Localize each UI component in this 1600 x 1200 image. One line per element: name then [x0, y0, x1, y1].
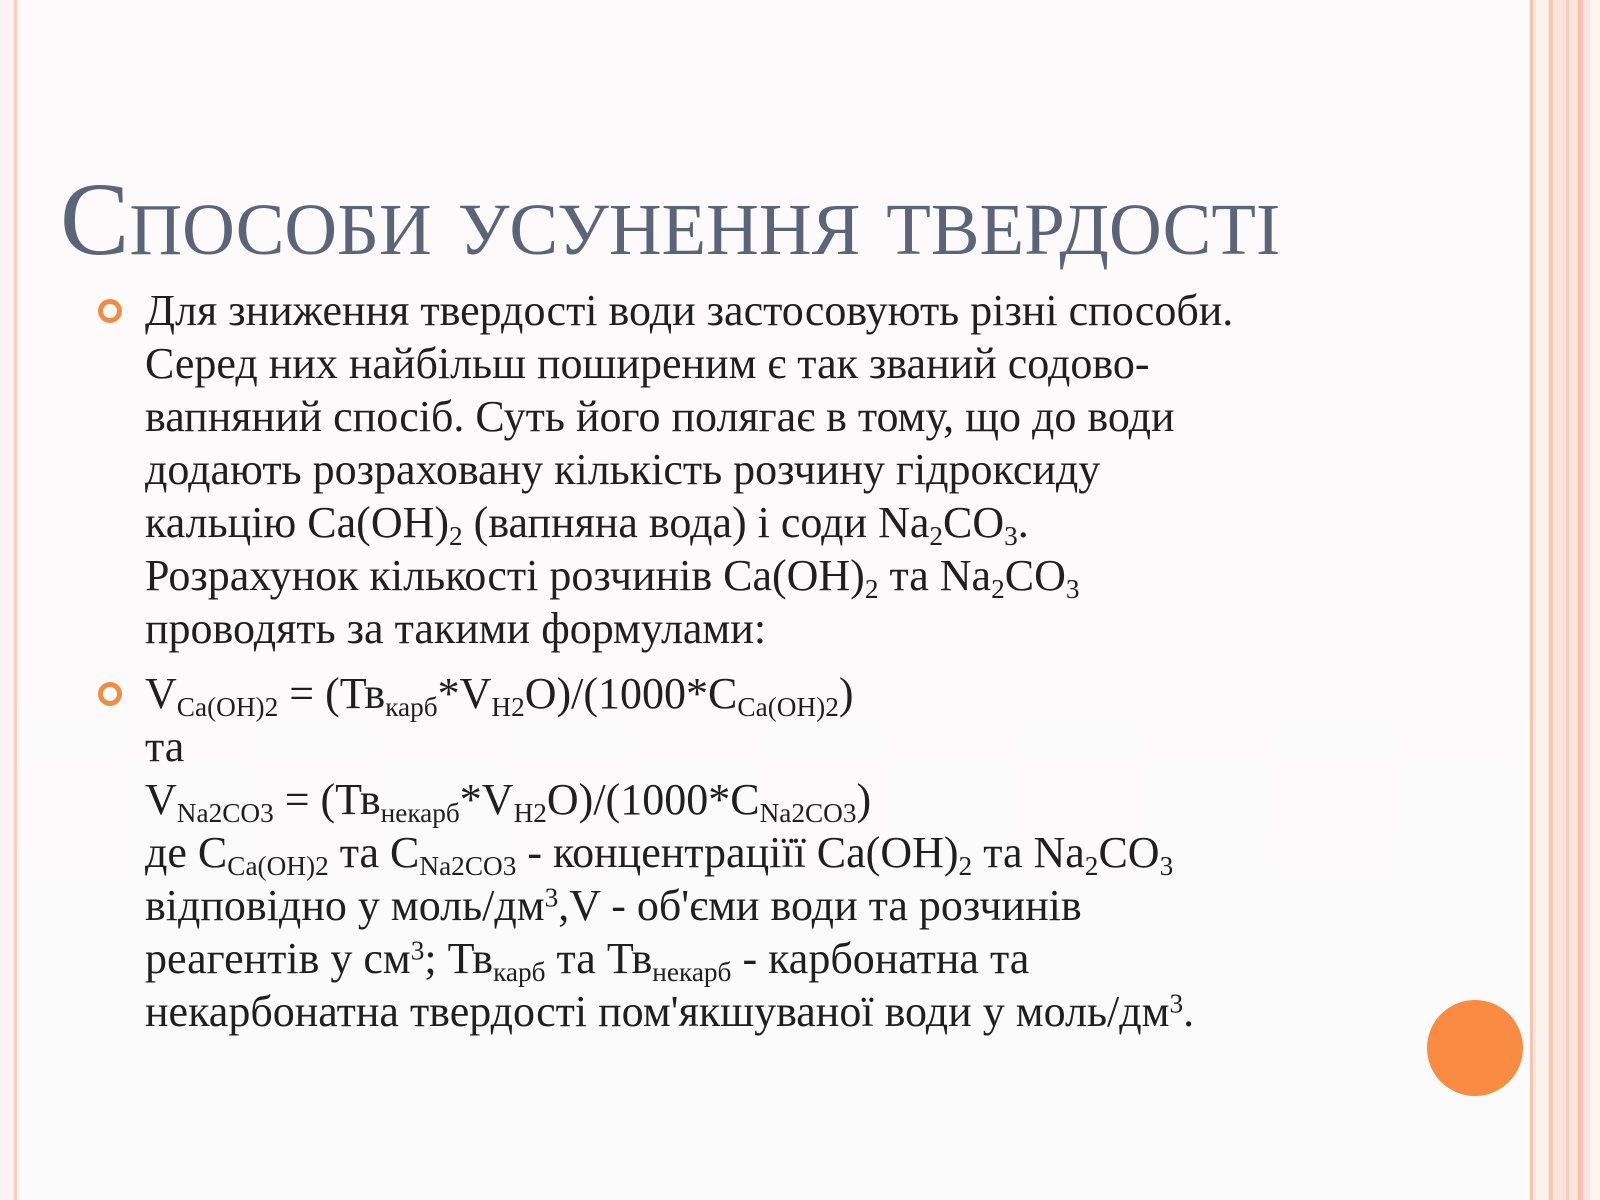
text-line: некарбонатна твердості пом'якшуваної води у моль/$дм^3$. [145, 987, 1195, 1036]
text-line: реагентів у $см^3$; $Тв_{карб}$ та $Тв_{некарб}$ - карбонатна та [145, 934, 1030, 988]
text-line: Розрахунок кількості розчинів $Ca(OH)_2$ та $Na_2CO_3$ [145, 551, 1080, 605]
text-line: відповідно у моль/$дм^3,V - об'єми$ води та розчинів [145, 881, 1082, 930]
text-line: де $C_{Ca(OH)2}$ та $C_{Na2CO3}$ - концентраціїї $Ca(OH)_2$ та $Na_2CO_3$ [145, 828, 1174, 882]
text-line: та [145, 722, 185, 771]
text-line: вапняний спосіб. Суть його полягає в тому, що до води [145, 392, 1175, 441]
bullet-paragraph-1 [100, 284, 1480, 655]
bullet-paragraph-2 [100, 667, 1480, 1038]
formula-ca-oh2: $V_{Ca(OH)2} = (Тв_{карб}*V_{H2}O)/(1000*C_{Ca(OH)2})$ [145, 669, 854, 723]
text-line: кальцію $Ca(OH)_2$ (вапняна вода) і соди $Na_2CO_3$. [145, 498, 1029, 552]
orange-ring-bullet-icon [98, 682, 122, 706]
text-line: Серед них найбільш поширеним є так званий содово- [145, 339, 1150, 388]
text-line: додають розраховану кількість розчину гідроксиду [145, 445, 1101, 494]
left-decor-stripe [0, 0, 20, 1200]
slide-content [100, 284, 1480, 1038]
slide-title: Способи усунення твердості [60, 162, 1281, 277]
formula-na2co3: $V_{Na2CO3} = (Тв_{некарб}*V_{H2}O)/(1000*C_{Na2CO3})$ [145, 775, 872, 829]
orange-ring-bullet-icon [98, 299, 122, 323]
text-line: проводять за такими формулами: [145, 604, 767, 653]
text-line: Для зниження твердості води застосовують різні способи. [145, 286, 1234, 335]
orange-circle-icon [1427, 1000, 1523, 1096]
right-decor-band [1530, 0, 1600, 1200]
